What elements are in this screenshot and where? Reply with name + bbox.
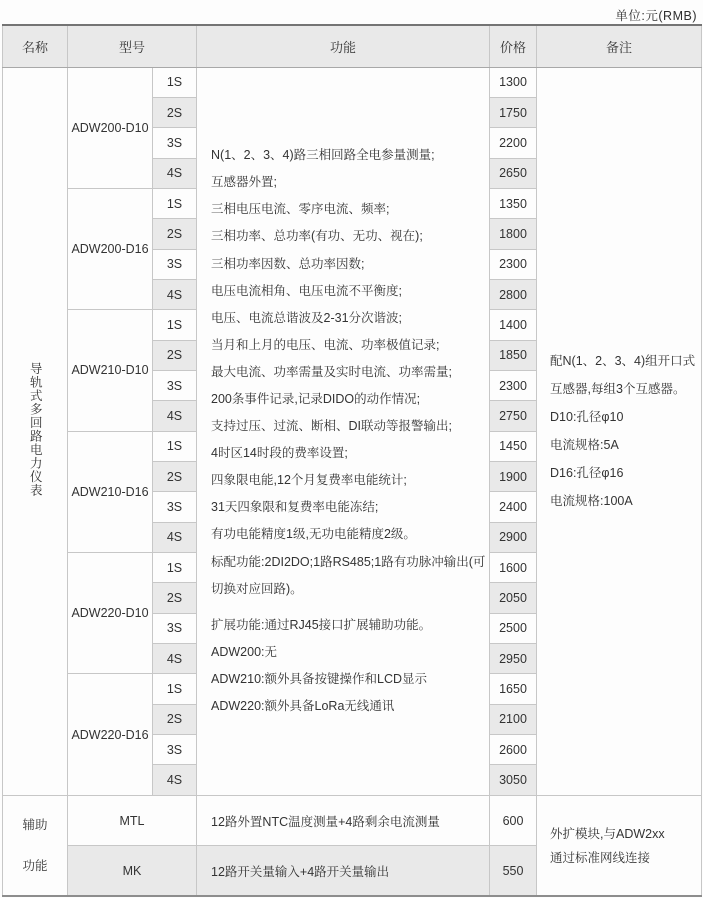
remarks-line: 通过标准网线连接 (550, 850, 651, 865)
price-cell: 550 (490, 846, 537, 897)
spec-cell: 2S (153, 704, 197, 734)
function-line: 支持过压、过流、断相、DI联动等报警输出; (211, 419, 452, 434)
spec-cell: 3S (153, 370, 197, 400)
function-line: 31天四象限和复费率电能冻结; (211, 500, 379, 515)
price-cell: 2050 (490, 583, 537, 613)
price-cell: 2650 (490, 158, 537, 188)
spec-cell: 2S (153, 219, 197, 249)
table-row (3, 795, 702, 846)
function-line: 互感器外置; (211, 175, 277, 190)
price-cell: 600 (490, 795, 537, 846)
header-name: 名称 (3, 25, 68, 67)
price-table (2, 24, 702, 897)
spec-cell: 1S (153, 188, 197, 218)
aux-name-line: 辅助 (22, 817, 48, 832)
table-row (3, 67, 702, 97)
function-line: ADW210:额外具备按键操作和LCD显示 (211, 671, 428, 686)
category-name: 导轨式多回路电力仪表 (28, 362, 43, 498)
price-cell: 1450 (490, 431, 537, 461)
spec-cell: 3S (153, 613, 197, 643)
header-price: 价格 (490, 25, 537, 67)
model-cell: ADW220-D16 (68, 674, 153, 795)
price-cell: 2950 (490, 644, 537, 674)
model-cell: MK (68, 846, 197, 897)
header-function: 功能 (197, 25, 490, 67)
remarks-paragraph (537, 347, 701, 515)
spec-cell: 2S (153, 340, 197, 370)
price-cell: 2300 (490, 370, 537, 400)
function-line: 三相功率、总功率(有功、无功、视在); (211, 229, 423, 244)
model-cell: ADW220-D10 (68, 553, 153, 674)
price-cell: 1600 (490, 553, 537, 583)
function-line: 扩展功能:通过RJ45接口扩展辅助功能。 (211, 617, 432, 632)
function-line: 标配功能:2DI2DO;1路RS485;1路有功脉冲输出(可 (211, 554, 486, 569)
spec-cell: 2S (153, 461, 197, 491)
remarks-line: D16:孔径φ16 (550, 466, 624, 481)
remarks-line: 互感器,每组3个互感器。 (550, 382, 686, 397)
spec-cell: 1S (153, 310, 197, 340)
function-line: 有功电能精度1级,无功电能精度2级。 (211, 527, 416, 542)
price-cell: 2500 (490, 613, 537, 643)
price-cell: 1300 (490, 67, 537, 97)
spec-cell: 4S (153, 401, 197, 431)
spec-cell: 1S (153, 67, 197, 97)
function-line: 最大电流、功率需量及实时电流、功率需量; (211, 364, 452, 379)
header-remarks: 备注 (537, 25, 702, 67)
function-line: 切换对应回路)。 (211, 581, 303, 596)
aux-category-name (3, 805, 67, 887)
function-line: 电压电流相角、电压电流不平衡度; (211, 283, 402, 298)
spec-cell: 4S (153, 644, 197, 674)
remarks-cell (537, 67, 702, 795)
function-cell: 12路外置NTC温度测量+4路剩余电流测量 (197, 795, 490, 846)
function-line: 当月和上月的电压、电流、功率极值记录; (211, 337, 440, 352)
model-cell: ADW210-D10 (68, 310, 153, 431)
spec-cell: 3S (153, 492, 197, 522)
price-cell: 2400 (490, 492, 537, 522)
aux-remarks-paragraph (537, 822, 701, 870)
function-cell (197, 67, 490, 795)
remarks-line: D10:孔径φ10 (550, 410, 624, 425)
price-cell: 2800 (490, 279, 537, 309)
remarks-line: 外扩模块,与ADW2xx (550, 826, 665, 841)
function-line: 电压、电流总谐波及2-31分次谐波; (211, 310, 403, 325)
function-line: ADW200:无 (211, 644, 278, 659)
price-cell: 1850 (490, 340, 537, 370)
spec-cell: 1S (153, 674, 197, 704)
header-row (3, 25, 702, 67)
spec-cell: 2S (153, 97, 197, 127)
price-cell: 2750 (490, 401, 537, 431)
model-cell: ADW200-D16 (68, 188, 153, 309)
spec-cell: 1S (153, 553, 197, 583)
price-cell: 1650 (490, 674, 537, 704)
model-cell: ADW210-D16 (68, 431, 153, 552)
price-cell: 1900 (490, 461, 537, 491)
model-cell: ADW200-D10 (68, 67, 153, 188)
spec-cell: 4S (153, 279, 197, 309)
model-cell: MTL (68, 795, 197, 846)
price-cell: 1750 (490, 97, 537, 127)
function-line: 四象限电能,12个月复费率电能统计; (211, 473, 407, 488)
function-cell: 12路开关量输入+4路开关量输出 (197, 846, 490, 897)
price-cell: 2200 (490, 128, 537, 158)
category-name-cell (3, 67, 68, 795)
spec-cell: 3S (153, 249, 197, 279)
price-cell: 1400 (490, 310, 537, 340)
price-cell: 1350 (490, 188, 537, 218)
function-line: 三相功率因数、总功率因数; (211, 256, 365, 271)
remarks-cell (537, 795, 702, 896)
spec-cell: 4S (153, 765, 197, 795)
price-cell: 2600 (490, 735, 537, 765)
function-line: 4时区14时段的费率设置; (211, 446, 348, 461)
function-line: 三相电压电流、零序电流、频率; (211, 202, 390, 217)
function-paragraph (197, 142, 489, 720)
remarks-line: 电流规格:5A (550, 438, 619, 453)
aux-name-line: 功能 (22, 858, 48, 873)
aux-category-cell (3, 795, 68, 896)
remarks-line: 配N(1、2、3、4)组开口式 (550, 354, 696, 369)
price-cell: 2100 (490, 704, 537, 734)
function-line: N(1、2、3、4)路三相回路全电参量测量; (211, 148, 435, 163)
remarks-line: 电流规格:100A (550, 494, 633, 509)
spec-cell: 4S (153, 522, 197, 552)
header-model: 型号 (68, 25, 197, 67)
function-line: ADW220:额外具备LoRa无线通讯 (211, 699, 395, 714)
price-cell: 1800 (490, 219, 537, 249)
price-cell: 3050 (490, 765, 537, 795)
spec-cell: 1S (153, 431, 197, 461)
function-line: 200条事件记录,记录DIDO的动作情况; (211, 391, 421, 406)
price-cell: 2300 (490, 249, 537, 279)
spec-cell: 4S (153, 158, 197, 188)
spec-cell: 3S (153, 735, 197, 765)
price-cell: 2900 (490, 522, 537, 552)
spec-cell: 3S (153, 128, 197, 158)
unit-note: 单位:元(RMB) (615, 9, 697, 23)
spec-cell: 2S (153, 583, 197, 613)
